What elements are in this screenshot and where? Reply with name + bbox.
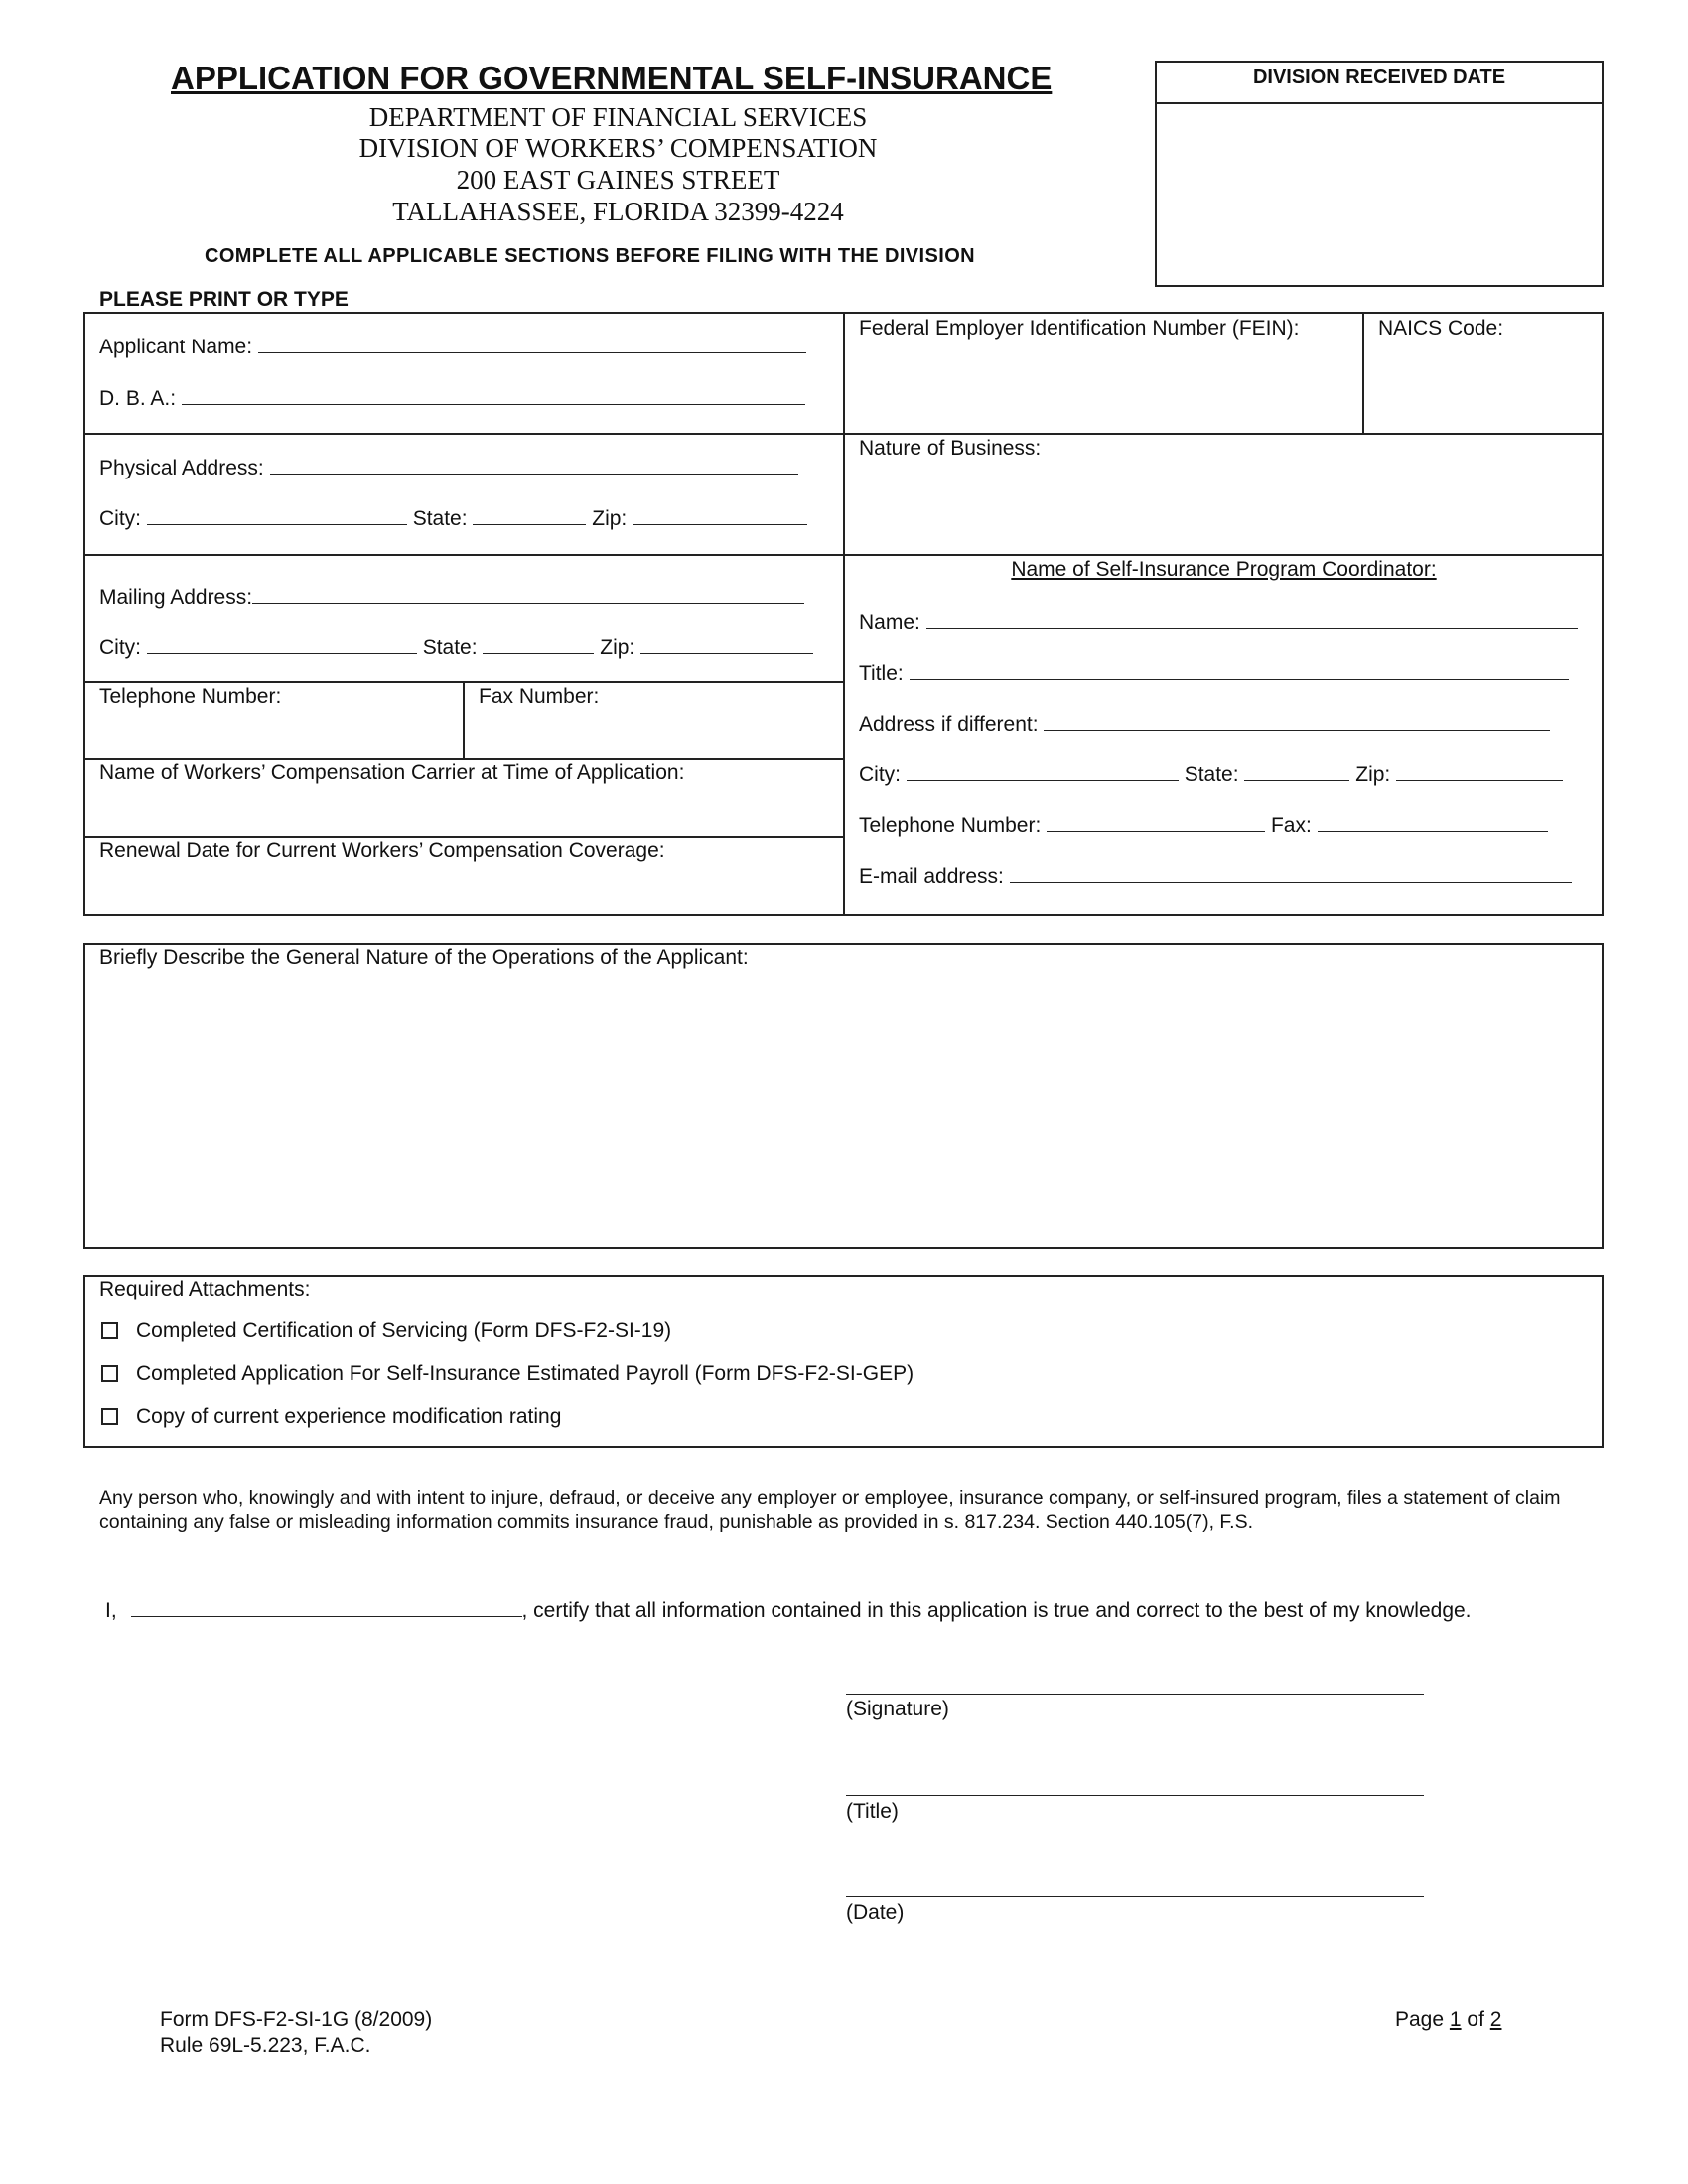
fein-label[interactable]: Federal Employer Identification Number (FEIN): [859, 317, 1300, 340]
attachment-checkbox[interactable] [101, 1365, 118, 1382]
applicant-name-field[interactable] [99, 333, 806, 359]
coordinator-city-state-zip[interactable] [859, 760, 1563, 787]
zip-label: Zip: [1355, 763, 1391, 786]
form-title: APPLICATION FOR GOVERNMENTAL SELF-INSURANCE [171, 60, 1053, 96]
zip-label: Zip: [592, 507, 628, 530]
attachment-label: Completed Application For Self-Insurance Estimated Payroll (Form DFS-F2-SI-GEP) [136, 1362, 914, 1385]
signature-label[interactable]: (Signature) [846, 1698, 949, 1720]
coordinator-address-label: Address if different: [859, 713, 1039, 736]
naics-code-label[interactable]: NAICS Code: [1378, 317, 1504, 340]
physical-city-state-zip[interactable] [99, 504, 807, 531]
city-address: TALLAHASSEE, FLORIDA 32399-4224 [392, 197, 844, 226]
attachment-item[interactable] [101, 1405, 561, 1429]
coordinator-name-label: Name: [859, 612, 920, 634]
certification-statement[interactable] [105, 1596, 1472, 1623]
certification-prefix: I, [105, 1599, 117, 1622]
department-name: DEPARTMENT OF FINANCIAL SERVICES [368, 102, 868, 132]
carrier-label[interactable]: Name of Workers’ Compensation Carrier at Time of Application: [99, 761, 685, 784]
attachment-label: Completed Certification of Servicing (Form DFS-F2-SI-19) [136, 1319, 672, 1342]
filing-instruction: COMPLETE ALL APPLICABLE SECTIONS BEFORE FILING WITH THE DIVISION [205, 245, 975, 267]
telephone-number-label[interactable]: Telephone Number: [99, 685, 282, 708]
attachment-checkbox[interactable] [101, 1408, 118, 1425]
attachment-item[interactable] [101, 1319, 671, 1343]
mailing-city-state-zip[interactable] [99, 633, 813, 660]
dba-field[interactable] [99, 384, 805, 411]
physical-address-field[interactable] [99, 454, 798, 480]
attachment-checkbox[interactable] [101, 1322, 118, 1339]
page-total: 2 [1489, 2008, 1502, 2031]
coordinator-title-label: Title: [859, 662, 904, 685]
operations-description-box[interactable] [83, 943, 1604, 1249]
form-number: Form DFS-F2-SI-1G (8/2009) [160, 2008, 433, 2031]
date-label[interactable]: (Date) [846, 1901, 905, 1924]
title-label[interactable]: (Title) [846, 1800, 899, 1823]
fax-number-label[interactable]: Fax Number: [479, 685, 600, 708]
state-label: State: [422, 636, 478, 659]
required-attachments-box [83, 1275, 1604, 1448]
city-label: City: [99, 507, 141, 530]
rule-reference: Rule 69L-5.223, F.A.C. [160, 2034, 371, 2057]
coordinator-title-field[interactable] [859, 659, 1569, 686]
city-label: City: [859, 763, 901, 786]
renewal-date-label[interactable]: Renewal Date for Current Workers’ Compensation Coverage: [99, 839, 665, 862]
page-current: 1 [1449, 2008, 1462, 2031]
coordinator-email-field[interactable] [859, 862, 1572, 888]
street-address: 200 EAST GAINES STREET [456, 165, 780, 195]
dba-label: D. B. A.: [99, 387, 177, 410]
attachment-label: Copy of current experience modification rating [136, 1405, 562, 1428]
physical-address-label: Physical Address: [99, 457, 264, 479]
page-prefix: Page [1395, 2008, 1445, 2031]
operations-label: Briefly Describe the General Nature of the Operations of the Applicant: [99, 946, 749, 969]
print-note: PLEASE PRINT OR TYPE [99, 288, 349, 311]
division-received-date-box [1155, 61, 1604, 287]
applicant-name-label: Applicant Name: [99, 336, 253, 358]
zip-label: Zip: [600, 636, 635, 659]
division-name: DIVISION OF WORKERS’ COMPENSATION [358, 133, 878, 163]
coordinator-phone-fax[interactable] [859, 811, 1548, 838]
coordinator-email-label: E-mail address: [859, 865, 1004, 887]
state-label: State: [1184, 763, 1239, 786]
coordinator-address-field[interactable] [859, 710, 1550, 737]
coordinator-telephone-label: Telephone Number: [859, 814, 1042, 837]
received-date-label: DIVISION RECEIVED DATE [1157, 63, 1602, 104]
mailing-address-field[interactable] [99, 583, 804, 610]
certification-suffix: , certify that all information contained in this application is true and correct to the best of my knowledge. [521, 1599, 1472, 1622]
city-label: City: [99, 636, 141, 659]
attachment-item[interactable] [101, 1362, 914, 1386]
state-label: State: [412, 507, 468, 530]
coordinator-heading: Name of Self-Insurance Program Coordinator: [1011, 558, 1437, 581]
page-of: of [1467, 2008, 1484, 2031]
page-indicator [1395, 2008, 1501, 2032]
fraud-notice: Any person who, knowingly and with intent to injure, defraud, or deceive any employer or employee, insurance company, or self-insured program, files a statement of claim containing any false or misleading information commits insurance fraud, punishable as provided in s. 817.234. Section 440.105(7), F.S. [99, 1487, 1561, 1533]
attachments-heading: Required Attachments: [99, 1278, 311, 1300]
nature-of-business-label[interactable]: Nature of Business: [859, 437, 1042, 460]
coordinator-name-field[interactable] [859, 609, 1578, 635]
coordinator-fax-label: Fax: [1270, 814, 1312, 837]
mailing-address-label: Mailing Address: [99, 586, 253, 609]
